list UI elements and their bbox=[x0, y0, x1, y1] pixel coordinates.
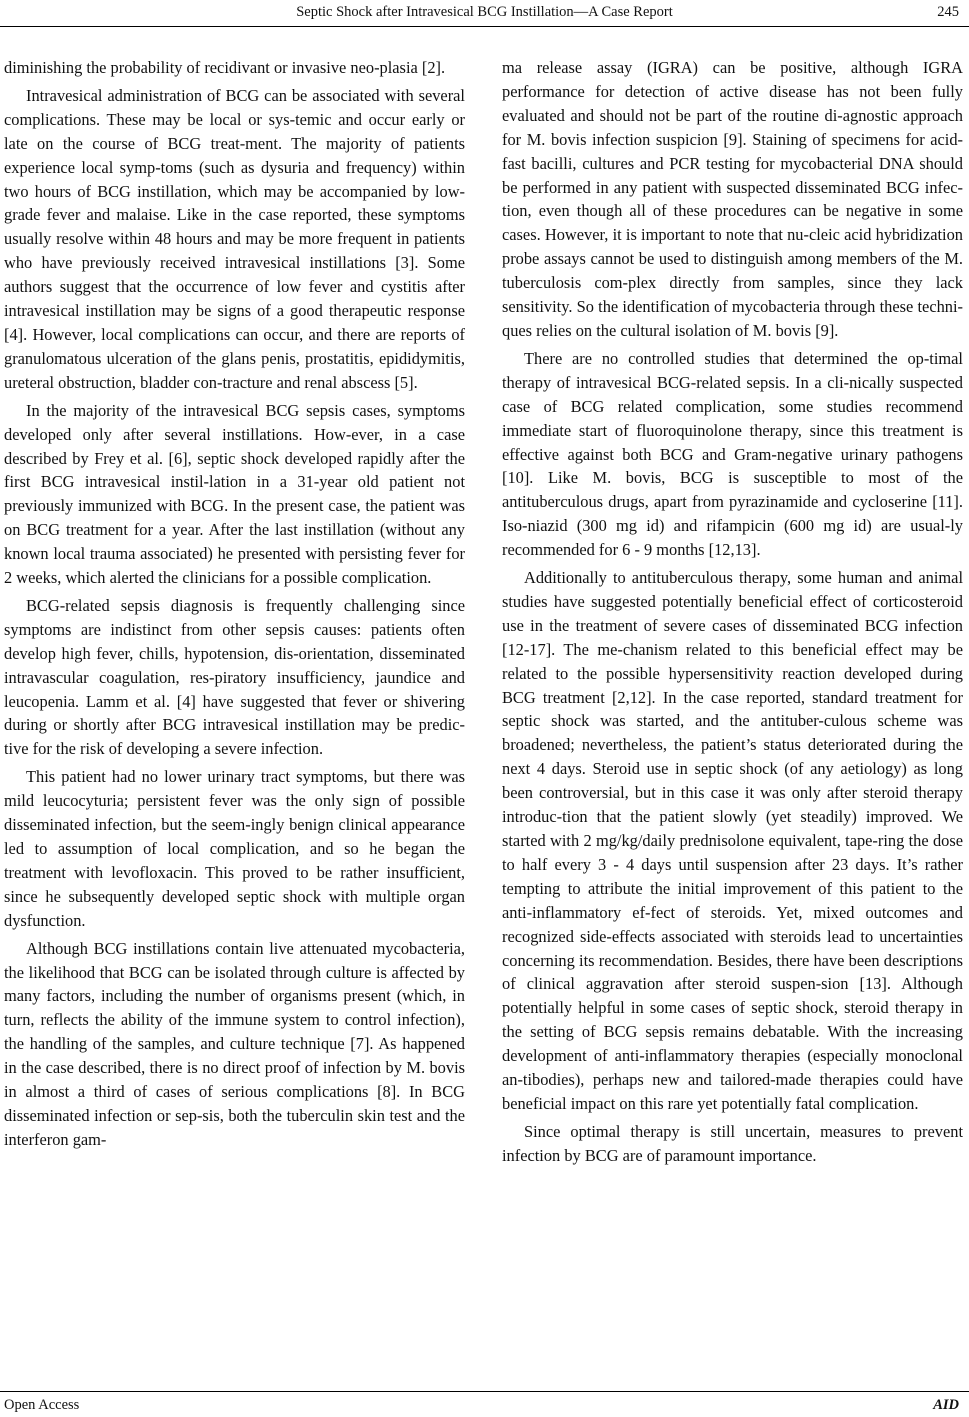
open-access-label: Open Access bbox=[4, 1397, 80, 1413]
paragraph: BCG-related sepsis diagnosis is frequently challenging since symptoms are indistinct from other sepsis causes: patients often develop high fever, chills, hypotension, dis-orientation, disseminated intravascular coagulation, res-piratory insufficiency, jaundice and leucopenia. Lamm et al. [4] have suggested that fever or shivering during or shortly after BCG intravesical instillation may be predic-tive for the risk of developing a severe infection. bbox=[4, 595, 465, 759]
journal-abbreviation: AID bbox=[933, 1397, 959, 1413]
paragraph: This patient had no lower urinary tract symptoms, but there was mild leucocyturia; persistent fever was the only sign of possible disseminated infection, but the seem-ingly benign clinical appearance led to assumption of local complication, and so he began the treatment with levofloxacin. This proved to be rather insufficient, since he subsequently developed septic shock with multiple organ dysfunction. bbox=[4, 767, 465, 930]
paragraph: There are no controlled studies that determined the op-timal therapy of intravesical BCG-related sepsis. In a cli-nically suspected case of BCG related complication, some studies recommend immediate start of fluoroquinolone therapy, since this treatment is effective against both BCG and Gram-negative urinary pathogens [10]. Like M. bovis, BCG is susceptible to most of the antituberculous drugs, apart from pyrazinamide and cycloserine [11]. Iso-niazid (300 mg id) and rifampicin (600 mg id) are usual-ly recommended for 6 - 9 months [12,13]. bbox=[502, 348, 963, 560]
page-header bbox=[0, 0, 969, 27]
right-column bbox=[502, 56, 963, 1172]
paragraph: Intravesical administration of BCG can be associated with several complications. These may be local or sys-temic and occur early or late on the course of BCG treat-ment. The majority of patients experience local symp-toms (such as dysuria and frequency) within two hours of BCG instillation, which may be accompanied by low-grade fever and malaise. Like in the case reported, these symptoms usually resolve within 48 hours and may be more frequent in patients who have previously received intravesical instillations [3]. Some authors suggest that the occurrence of low fever and cystitis after intravesical instillation may be signs of a good therapeutic response [4]. However, local complications can occur, and there are reports of granulomatous ulceration of the glans penis, prostatitis, epididymitis, ureteral obstruction, bladder con-tracture and renal abscess [5]. bbox=[4, 85, 465, 392]
page-footer bbox=[0, 1391, 969, 1417]
paragraph: Since optimal therapy is still uncertain, measures to prevent infection by BCG are of paramount importance. bbox=[502, 1121, 963, 1165]
running-title: Septic Shock after Intravesical BCG Instillation—A Case Report bbox=[296, 4, 673, 20]
paragraph: Although BCG instillations contain live attenuated mycobacteria, the likelihood that BCG can be isolated through culture is affected by many factors, including the number of organisms present (which, in turn, reflects the ability of the immune system to control infection), the handling of the samples, and culture technique [7]. As happened in the case described, there is no direct proof of infection by M. bovis in almost a third of cases of serious complications [8]. In BCG disseminated infection or sep-sis, both the tuberculin skin test and the interferon gam- bbox=[4, 938, 465, 1149]
paragraph: In the majority of the intravesical BCG sepsis cases, symptoms developed only after several instillations. How-ever, in a case described by Frey et al. [6], septic shock developed rapidly after the first BCG intravesical instil-lation in a 31-year old patient not previously immunized with BCG. In the present case, the patient was on BCG treatment for a year. After the last instillation (without any known local trauma associated) he presented with persisting fever for 2 weeks, which alerted the clinicians for a possible complication. bbox=[4, 400, 465, 588]
paragraph: Additionally to antituberculous therapy, some human and animal studies have suggested potentially beneficial effect of corticosteroid use in the treatment of severe cases of disseminated BCG infection [12-17]. The me-chanism related to this beneficial effect may be related to the possible hypersensitivity reaction developed during BCG treatment [2,12]. In the case reported, standard treatment for septic shock was started, and the antituber-culous scheme was broadened; nevertheless, the patient’s status deteriorated during the next 4 days. Steroid use in septic shock (of any aetiology) as long been controversial, but in this case it was only after steroid therapy introduc-tion that the patient slowly (yet steadily) improved. We started with 2 mg/kg/daily prednisolone equivalent, tape-ring the dose to half every 3 - 4 days until suspension after 23 days. It’s rather tempting to attribute the initial improvement of this patient to the anti-inflammatory ef-fect of steroids. Yet, mixed outcomes and recognized side-effects associated with steroids lead to uncertainties concerning its recommendation. Besides, there have been descriptions of clinical aggravation after steroid suspen-sion [13]. Although potentially helpful in some cases of septic shock, steroid therapy in the setting of BCG sepsis remains debatable. With the increasing development of anti-inflammatory therapies (especially monoclonal an-tibodies), perhaps new and tailored-made therapies could have beneficial impact on this rare yet potentially fatal complication. bbox=[502, 568, 963, 1113]
paragraph: ma release assay (IGRA) can be positive, although IGRA performance for detection of active disease has not been fully evaluated and should not be part of the routine di-agnostic approach for M. bovis infection suspicion [9]. Staining of specimens for acid-fast bacilli, cultures and PCR testing for mycobacterial DNA should be performed in any patient with suspected disseminated BCG infec-tion, even though all of these procedures can be negative in some cases. However, it is important to note that nu-cleic acid hybridization probe assays cannot be used to distinguish among members of the M. tuberculosis com-plex directly from samples, since they lack sensitivity. So the identification of mycobacteria through these techni-ques relies on the cultural isolation of M. bovis [9]. bbox=[502, 58, 963, 340]
left-column bbox=[4, 56, 465, 1156]
page-number: 245 bbox=[937, 4, 959, 20]
paragraph: diminishing the probability of recidivant or invasive neo-plasia [2]. bbox=[4, 58, 446, 77]
